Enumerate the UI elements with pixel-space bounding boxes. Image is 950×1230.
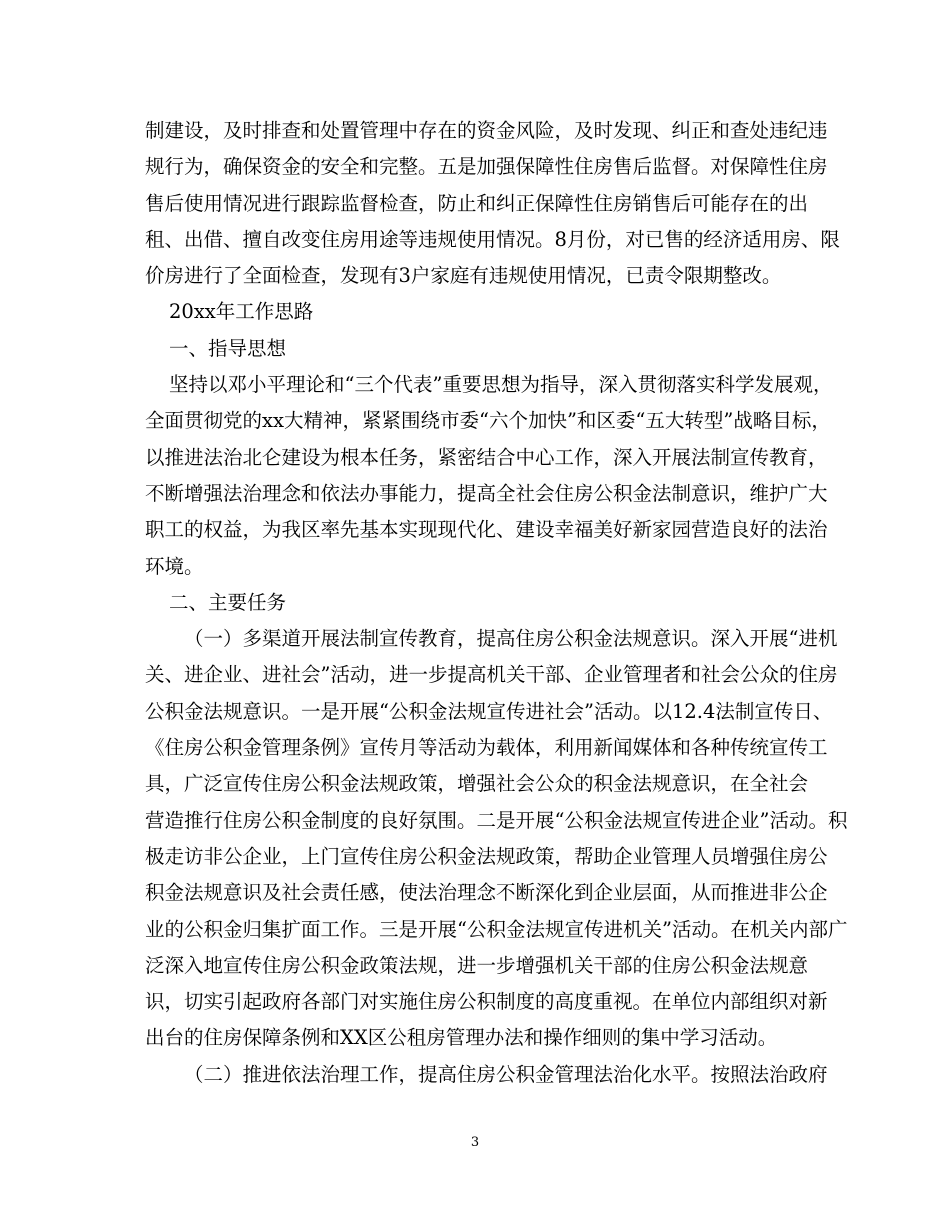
text-line: 积金法规意识及社会责任感，使法治理念不断深化到企业层面，从而推进非公企 — [145, 881, 828, 905]
text-line: 职工的权益，为我区率先基本实现现代化、建设幸福美好新家园营造良好的法治 — [145, 518, 828, 542]
text-line: 关、进企业、进社会”活动，进一步提高机关干部、企业管理者和社会公众的住房 — [145, 663, 838, 687]
text-line: 坚持以邓小平理论和“三个代表”重要思想为指导，深入贯彻落实科学发展观， — [169, 373, 833, 397]
text-line: 识，切实引起政府各部门对实施住房公积制度的高度重视。在单位内部组织对新 — [145, 990, 828, 1014]
text-line: 业的公积金归集扩面工作。三是开展“公积金法规宣传进机关”活动。在机关内部广 — [145, 917, 848, 941]
text-line: 租、出借、擅自改变住房用途等违规使用情况。8月份，对已售的经济适用房、限 — [145, 227, 840, 251]
text-line: 营造推行住房公积金制度的良好氛围。二是开展“公积金法规宣传进企业”活动。积 — [145, 808, 848, 832]
text-line: 公积金法规意识。一是开展“公积金法规宣传进社会”活动。以12.4法制宣传日、 — [145, 699, 833, 723]
text-line: 具，广泛宣传住房公积金法规政策，增强社会公众的积金法规意识，在全社会 — [145, 772, 809, 796]
text-line: （一）多渠道开展法制宣传教育，提高住房公积金法规意识。深入开展“进机 — [184, 627, 838, 651]
page-number: 3 — [470, 1135, 480, 1150]
text-line: 环境。 — [145, 554, 204, 578]
text-line: 价房进行了全面检查，发现有3户家庭有违规使用情况，已责令限期整改。 — [145, 264, 782, 288]
text-line: 出台的住房保障条例和XX区公租房管理办法和操作细则的集中学习活动。 — [145, 1026, 778, 1050]
text-line: 极走访非公企业，上门宣传住房公积金法规政策，帮助企业管理人员增强住房公 — [145, 844, 828, 868]
text-line: 《住房公积金管理条例》宣传月等活动为载体，利用新闻媒体和各种传统宣传工 — [145, 736, 828, 760]
text-line: 制建设，及时排查和处置管理中存在的资金风险，及时发现、纠正和查处违纪违 — [145, 119, 828, 142]
text-line: 规行为，确保资金的安全和完整。五是加强保障性住房售后监督。对保障性住房 — [145, 155, 828, 179]
text-line: 全面贯彻党的xx大精神，紧紧围绕市委“六个加快”和区委“五大转型”战略目标， — [145, 409, 831, 433]
text-line: 泛深入地宣传住房公积金政策法规，进一步增强机关干部的住房公积金法规意 — [145, 953, 809, 977]
text-line: 二、主要任务 — [169, 590, 287, 614]
body-text — [145, 113, 848, 1093]
text-line: 一、指导思想 — [169, 336, 287, 360]
text-line: （二）推进依法治理工作，提高住房公积金管理法治化水平。按照法治政府 — [184, 1062, 828, 1086]
text-line: 以推进法治北仑建设为根本任务，紧密结合中心工作，深入开展法制宣传教育， — [145, 445, 828, 469]
text-line: 售后使用情况进行跟踪监督检查，防止和纠正保障性住房销售后可能存在的出 — [145, 191, 809, 215]
text-line: 20xx年工作思路 — [169, 300, 314, 324]
text-line: 不断增强法治理念和依法办事能力，提高全社会住房公积金法制意识，维护广大 — [145, 481, 828, 505]
